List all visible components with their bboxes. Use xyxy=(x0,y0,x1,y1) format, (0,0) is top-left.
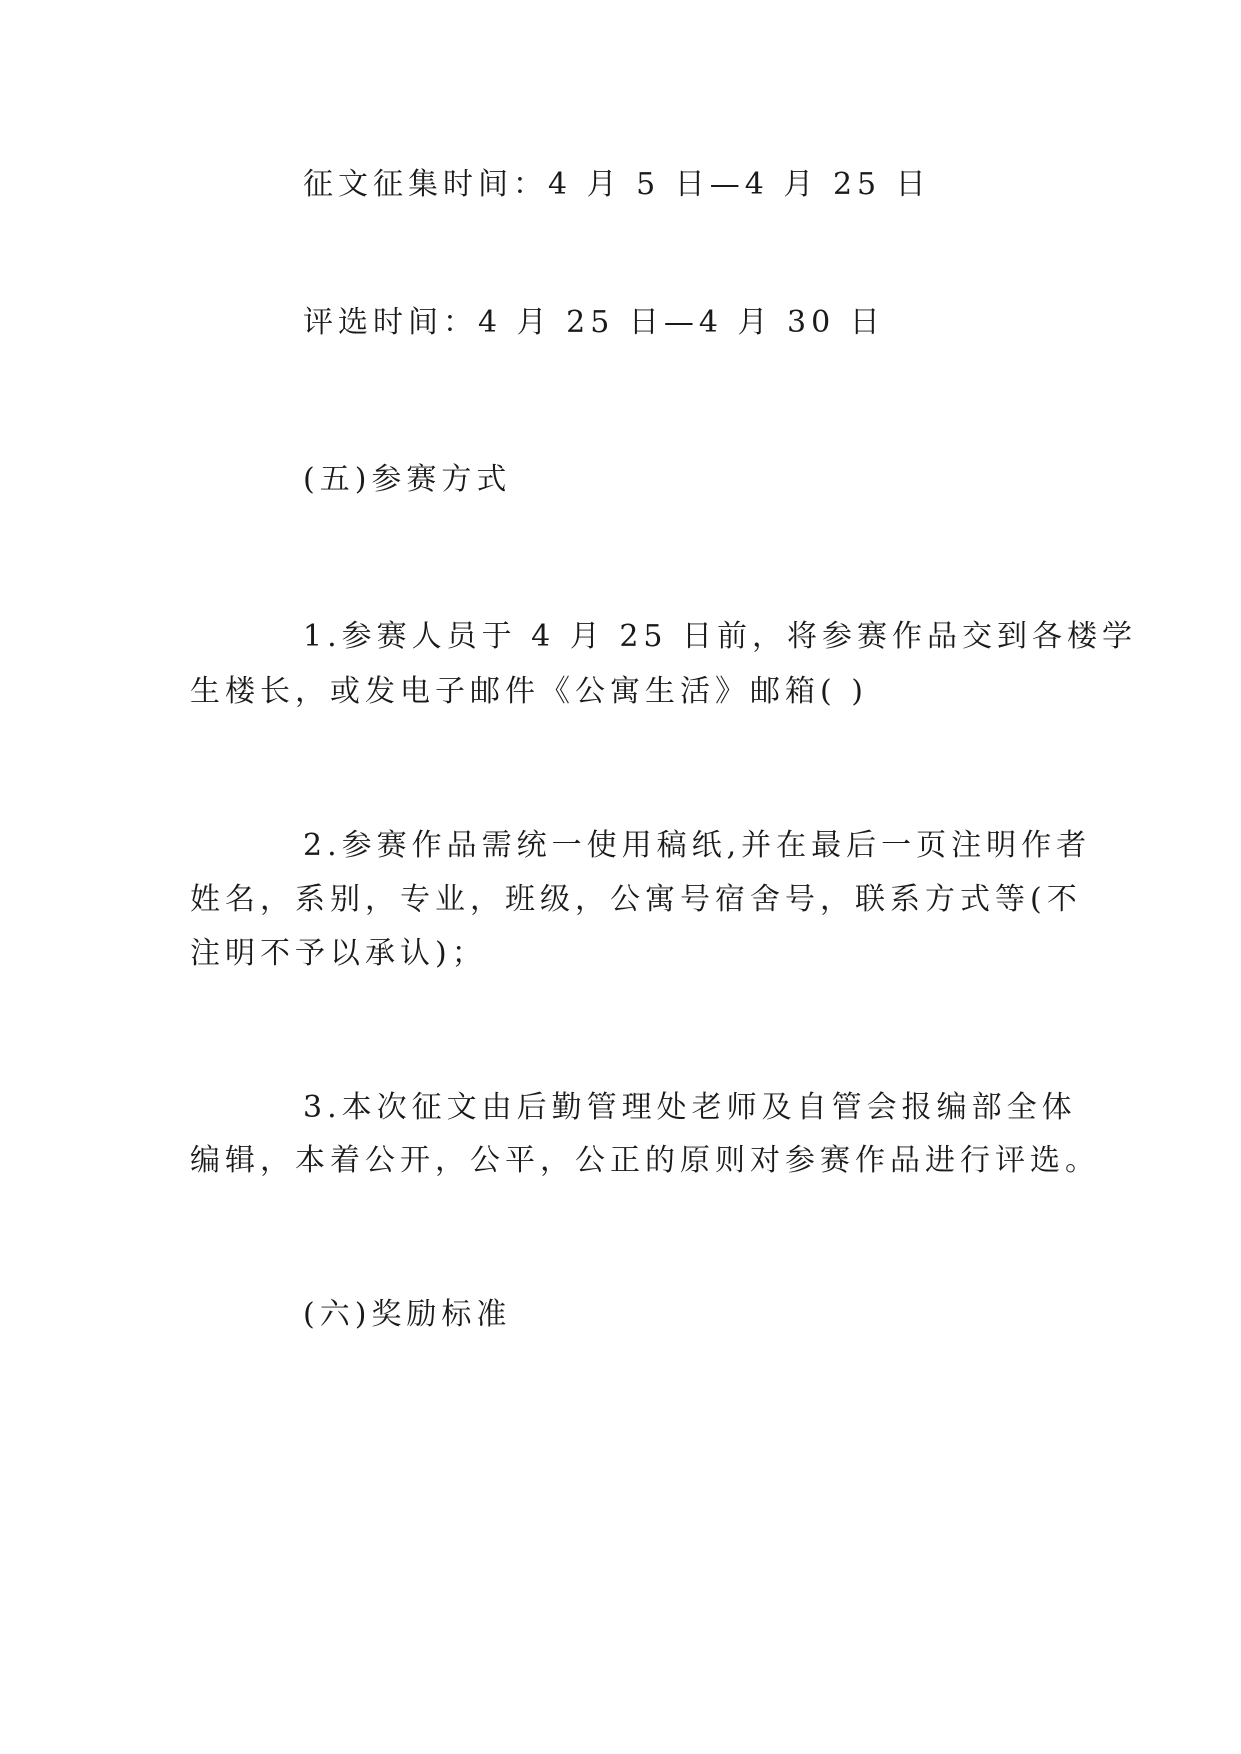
section-heading-awards: (六)奖励标准 xyxy=(303,1297,512,1332)
paragraph-2-line-2: 姓名，系别，专业，班级，公寓号宿舍号，联系方式等(不 xyxy=(190,882,1082,917)
paragraph-2-line-3: 注明不予以承认)； xyxy=(190,936,487,971)
collection-time-line: 征文征集时间：4 月 5 日—4 月 25 日 xyxy=(303,167,931,202)
paragraph-3-line-2: 编辑，本着公开，公平，公正的原则对参赛作品进行评选。 xyxy=(190,1143,1100,1178)
paragraph-2-line-1: 2.参赛作品需统一使用稿纸,并在最后一页注明作者 xyxy=(303,828,1092,863)
paragraph-3-line-1: 3.本次征文由后勤管理处老师及自管会报编部全体 xyxy=(303,1090,1077,1125)
selection-time-line: 评选时间：4 月 25 日—4 月 30 日 xyxy=(303,305,885,340)
section-heading-participation: (五)参赛方式 xyxy=(303,462,512,497)
paragraph-1-line-1: 1.参赛人员于 4 月 25 日前，将参赛作品交到各楼学 xyxy=(303,619,1138,654)
paragraph-1-line-2: 生楼长，或发电子邮件《公寓生活》邮箱( ) xyxy=(190,674,868,709)
